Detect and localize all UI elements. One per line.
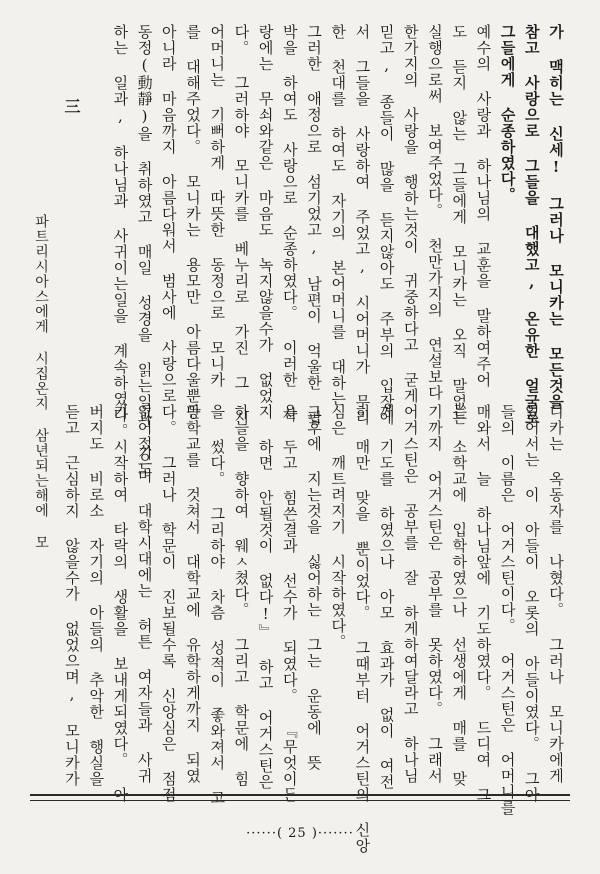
text-column: 하늘을 향하여 웨ㅅ쳤다。 그리고 학문에 힘 [232,404,251,787]
text-column: 는 소학교에 입학하였으나 선생에게 매를 맞 [450,404,469,787]
text-column: 박을 하여도 사랑으로 순종하였다。 이러한 사 [280,24,299,423]
text-column: 동정(動靜)을 취하였고 매일 성경을 읽는일과 기도 [135,24,154,477]
text-column: 가 맥히는 신세! 그러나 모니카는 모든것을 [547,24,565,410]
text-column: 기까지 어거스틴은 공부를 못하였다。 그래서 [426,404,444,784]
text-column: 다。 그러하야 모니카를 베누리로 가진 그 시 [232,24,251,426]
text-column: 등학교를 것쳐서 대학교에 유학하게까지 되였 [184,404,202,784]
text-column: 서 그들을 사랑하여 주었고, 시어머니가 무리 [353,24,372,426]
text-column: 듣고 근심하지 않을수가 없었으며, 모니카가 [63,404,81,787]
text-column: 을 두고 힘쓴결과 선수가 되였다。 『무엇이든 [280,404,299,803]
text-column: 지 하면 안될것이 없다!』 하고 어거스틴은 [256,404,275,790]
footer-rule-top [30,794,570,796]
text-column: 어머니는 기뻐하게 따뜻한 동정으로 모니카 [208,24,227,388]
text-column: 한가지의 사랑을 행하는것이 귀중하다고 굳게 [401,24,420,404]
section-number: 三 [62,98,81,115]
text-column: 그러한 애정으로 섬기었고, 남편이 억울한 핍 [305,24,323,426]
text-column: 참고 사랑으로 그들을 대했고, 온유한 얼굴로 [522,24,541,426]
text-column: 들의 이름은 어거스틴이다。 어거스틴은 어머니를 [498,404,517,816]
text-column: 매와서 늘 하나님앞에 기도하였다。 드디여 그 [474,404,493,803]
text-column: 그후에 지는것을 싫어하는 그는 운동에 뜻 [305,404,323,771]
text-column: 심은 깨트려지기 시작하였다。 [329,404,348,650]
text-column: 께 기도를 하였으나 아모 효과가 없이 여전 [377,404,396,790]
text-column: 아니라 마음까지 아름다워서 범사에 사랑으로 [159,24,178,404]
text-column: 기 시작하여 타락의 생활을 보내게되였다。 아 [111,404,130,803]
text-column: 어거스틴은 공부를 잘 하게하여달라고 하나님 [401,404,420,784]
text-column: 버지도 비로소 자기의 아들의 추악한 행실을 [87,404,106,787]
text-column: 실행으로써 보여주었다。 천만가지의 연설보다 [426,24,444,401]
text-column: 을 썼다。 그리하야 차츰 성적이 좋와져서 고 [208,404,227,806]
text-column: 하는 일과, 하나님과 사귀이는일을 계속하였다。 [111,24,130,439]
text-column: 없어젔으며 대학시대에는 허튼 여자들과 사귀 [135,404,154,784]
text-column: 믿고, 종들이 많을 듣지않아도 주부의 입장에 [377,24,396,426]
page-number: ······( 25 )······· [246,826,354,841]
text-column: 도 듣지 않는 그들에게 모니카는 오직 말없는 [450,24,469,426]
text-column: 니카는 옥동자를 나혔다。 그러나 모니카에게 [547,404,565,784]
footer-rule-bottom [30,800,570,801]
section-first-line: 파트리시아스에게 시집온지 삼년되는해에 모 [33,214,49,550]
text-column: 히 매만 맞을 뿐이었다。 그때부터 어거스틴의 신앙 [353,404,372,854]
text-column: 랑에는 무쇠와같은 마음도 녹지않을수가 없었 [256,24,275,404]
text-column: 그들에게 순종하였다。 [498,24,517,203]
text-column: 를 대해주었다。 모니카는 용모만 아름다울뿐만 [184,24,202,420]
text-column: 다。 그러나 학문이 진보될수록 신앙심은 점점 [159,404,178,803]
text-column: 예수의 사랑과 하나님의 교훈을 말하여주어 [474,24,493,388]
text-column: 있어서는 이 아들이 오롯의 아들이였다。 그아 [522,404,541,803]
text-column: 한 천대를 하여도 자기의 본어머니를 대하는 [329,24,348,407]
